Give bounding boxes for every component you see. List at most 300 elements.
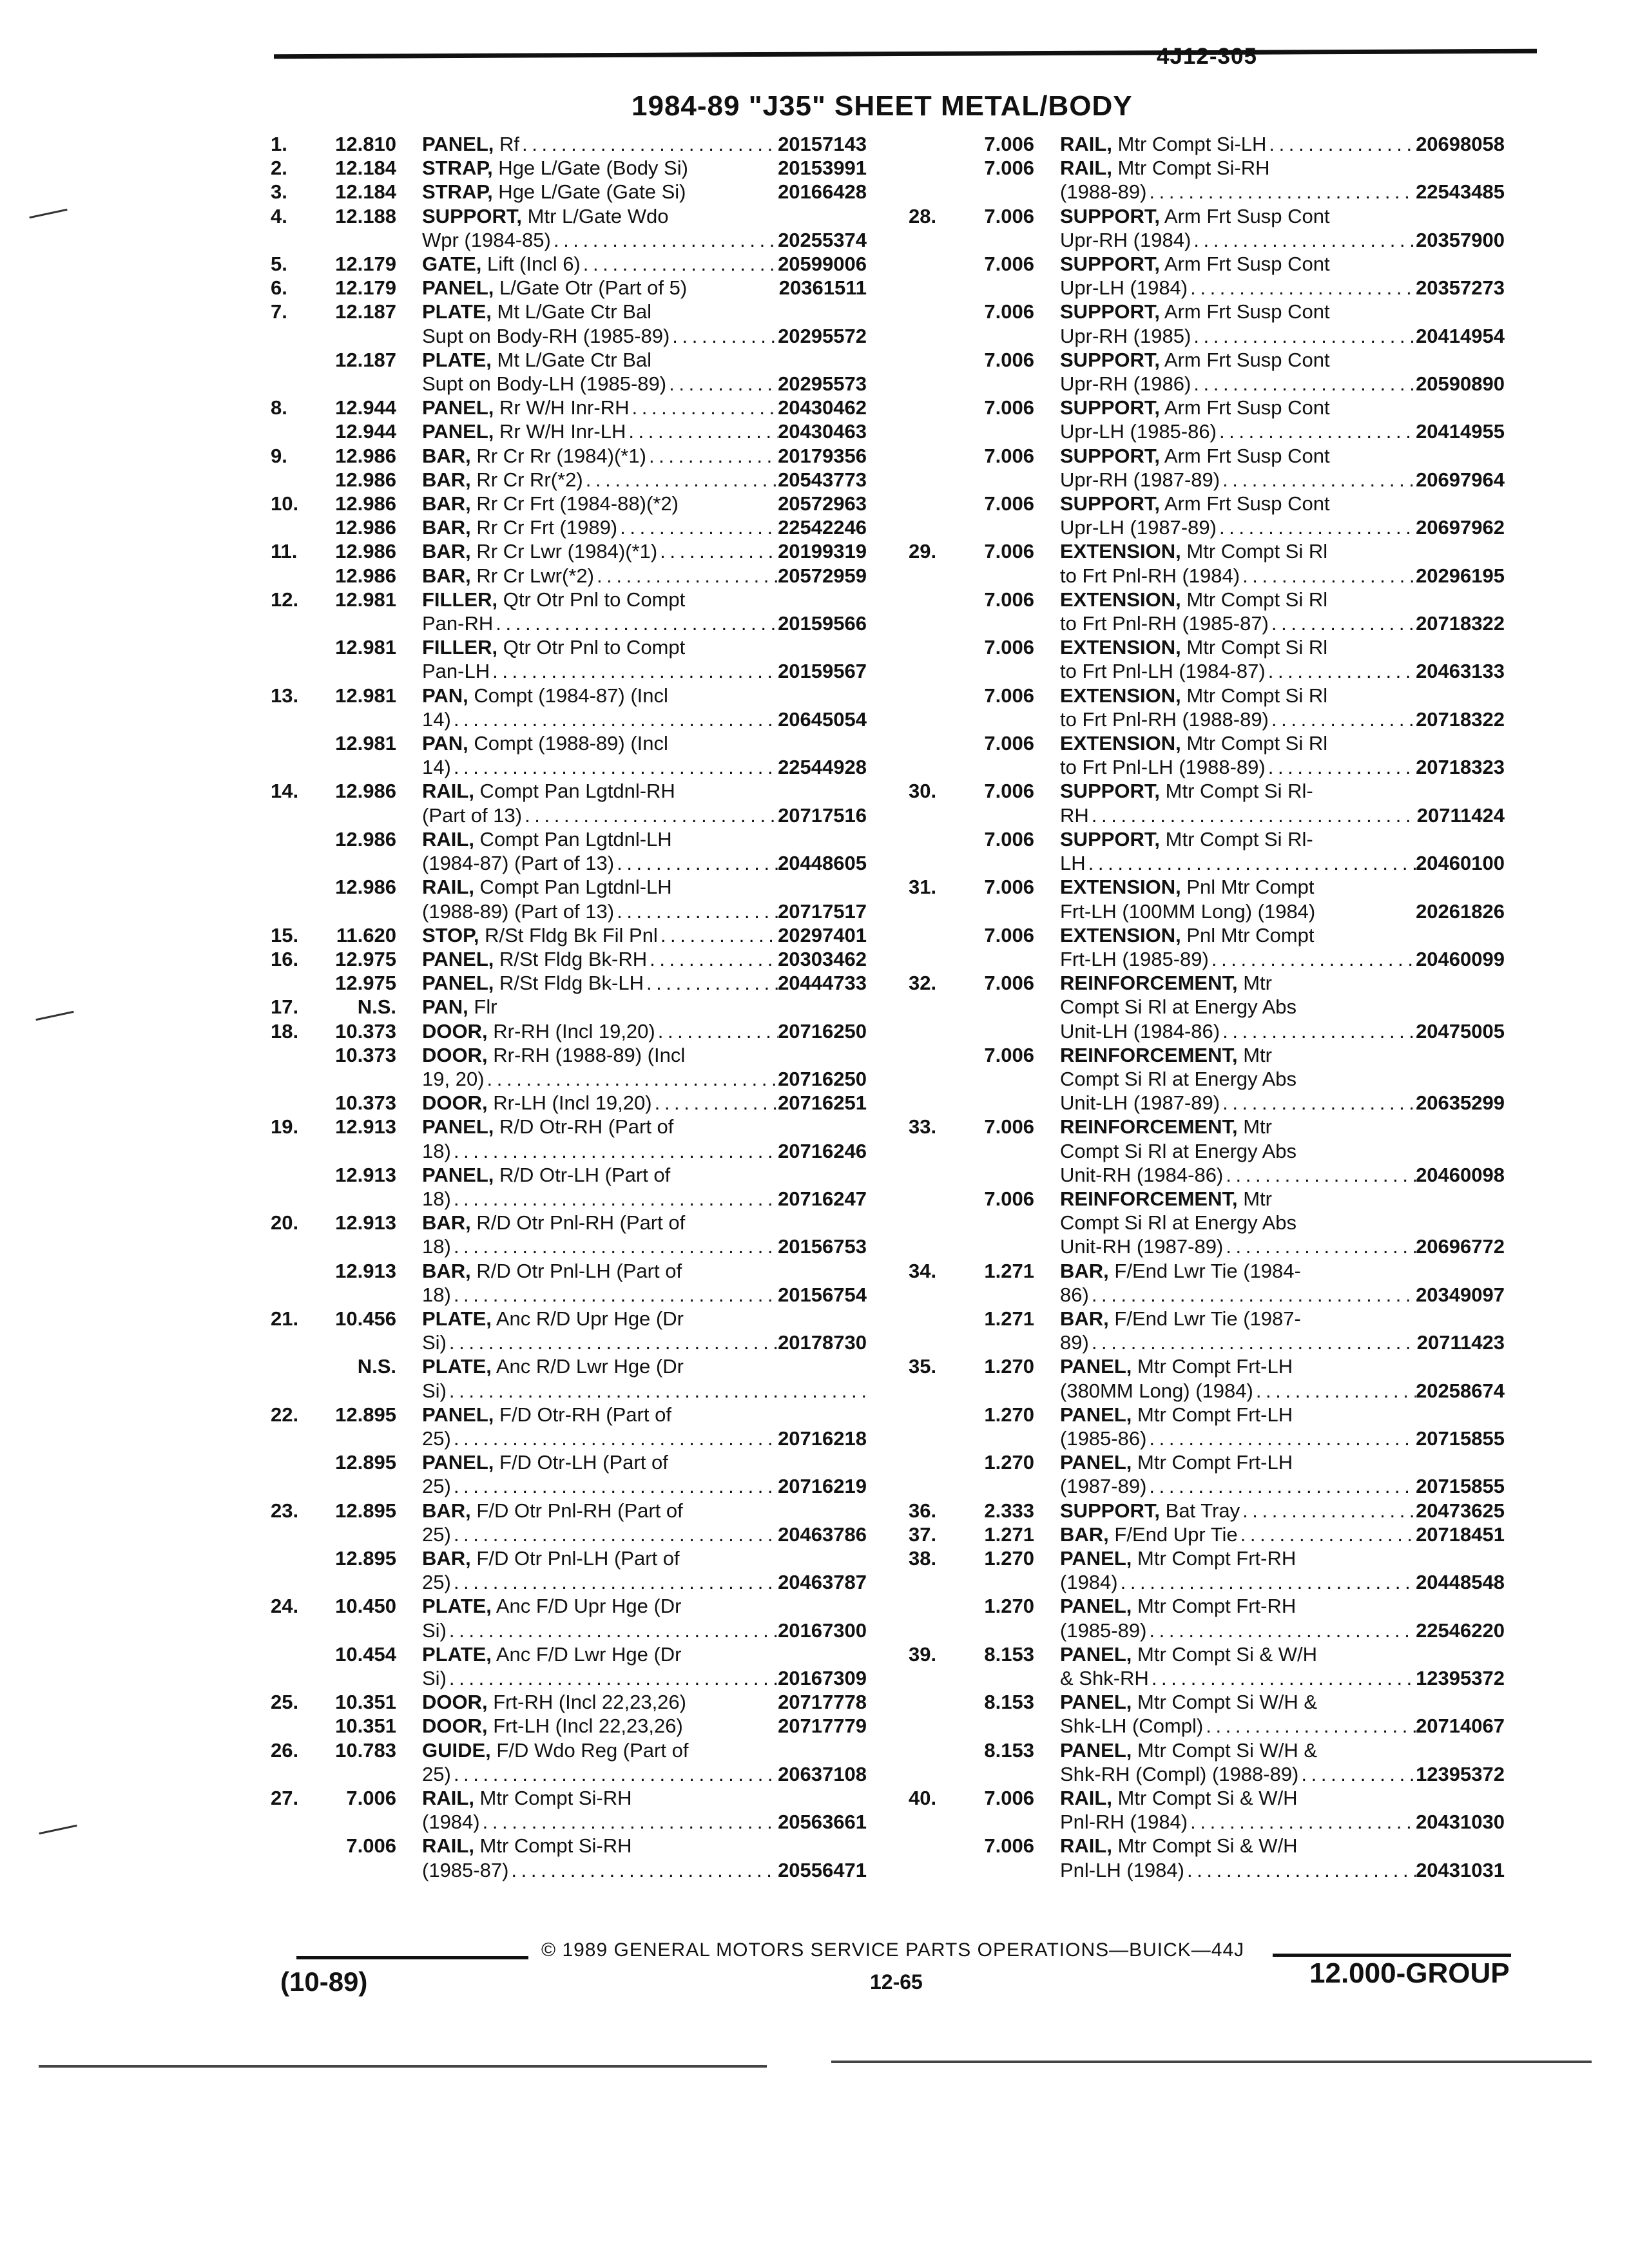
part-name: PANEL, [1060, 1595, 1132, 1618]
description-line [1060, 1235, 1505, 1258]
parts-entry [909, 300, 1617, 347]
part-detail: Wpr (1984-85) [422, 228, 551, 251]
part-name: RAIL, [1060, 133, 1112, 155]
part-detail: & Shk-RH [1060, 1667, 1149, 1689]
parts-entry [271, 419, 979, 443]
parts-entry [271, 1091, 979, 1115]
parts-entry [909, 1642, 1617, 1690]
group-number: 12.981 [335, 636, 396, 659]
group-number: 12.986 [335, 876, 396, 899]
parts-list-left [271, 132, 979, 1882]
ref-number: 6. [271, 276, 287, 300]
description-line [1060, 995, 1505, 1019]
part-detail: Mt L/Gate Ctr Bal [491, 348, 652, 371]
part-number: 20563661 [778, 1811, 867, 1834]
description-line [1060, 659, 1505, 683]
part-detail: Rr W/H Inr-RH [494, 396, 630, 419]
part-number: 20717517 [778, 899, 867, 923]
part-detail: Upr-LH (1987-89) [1060, 516, 1217, 539]
description-line [1060, 899, 1505, 923]
part-detail: Compt Si Rl at Energy Abs [1060, 1139, 1296, 1162]
description-line [1060, 1139, 1505, 1163]
part-description [1060, 300, 1505, 347]
part-detail: 14) [422, 707, 451, 731]
part-description [1060, 1690, 1505, 1738]
part-name: PANEL, [1060, 1355, 1132, 1378]
description-line [422, 1235, 867, 1258]
description-line [422, 492, 867, 515]
dot-leader [1253, 1379, 1416, 1403]
description-line [1060, 1834, 1505, 1858]
part-detail: Anc F/D Upr Hge (Dr [491, 1595, 682, 1618]
part-name: PAN, [422, 732, 468, 755]
description-line [422, 1523, 867, 1546]
description-line [1060, 947, 1505, 971]
part-description [1060, 827, 1505, 875]
parts-entry [271, 1307, 979, 1354]
part-name: BAR, [1060, 1307, 1109, 1330]
part-detail: F/D Otr-RH (Part of [494, 1403, 671, 1426]
description-line [1060, 372, 1505, 396]
ref-number: 4. [271, 204, 287, 227]
part-number: 20572959 [778, 564, 867, 587]
part-name: REINFORCEMENT, [1060, 1115, 1238, 1139]
ref-number: 16. [271, 947, 299, 970]
group-number: 7.006 [984, 1115, 1034, 1139]
parts-entry [909, 588, 1617, 635]
part-description [1060, 1834, 1505, 1881]
part-detail: Hge L/Gate (Body Si) [492, 157, 688, 180]
part-description [422, 1115, 867, 1162]
group-number: 1.270 [984, 1595, 1034, 1618]
part-detail: 25) [422, 1571, 451, 1594]
part-number: 20199319 [778, 540, 867, 563]
description-line [422, 995, 867, 1019]
group-number: 12.188 [335, 204, 396, 227]
part-number: 20261826 [1416, 899, 1505, 923]
group-number: 12.895 [335, 1546, 396, 1570]
ref-number: 23. [271, 1499, 299, 1522]
part-description [1060, 923, 1505, 971]
part-number: 20166428 [778, 180, 867, 204]
part-name: REINFORCEMENT, [1060, 1043, 1238, 1066]
part-detail: Rr-RH (Incl 19,20) [487, 1019, 655, 1043]
parts-entry [909, 1115, 1617, 1187]
part-description [1060, 684, 1505, 731]
part-name: PANEL, [422, 276, 494, 300]
description-line [1060, 276, 1505, 300]
part-detail: Upr-RH (1985) [1060, 324, 1191, 347]
part-description [422, 444, 867, 468]
bottom-rule [39, 2065, 767, 2068]
part-name: PLATE, [422, 1307, 492, 1330]
part-detail: Shk-LH (Compl) [1060, 1715, 1204, 1738]
part-number: 20460099 [1416, 947, 1505, 970]
parts-entry [909, 827, 1617, 875]
group-number: 10.450 [335, 1595, 396, 1618]
part-number: 22544928 [778, 756, 867, 779]
group-number: 7.006 [984, 732, 1034, 755]
part-detail: (Part of 13) [422, 803, 523, 827]
part-description [422, 1043, 867, 1091]
description-line [422, 444, 867, 468]
part-name: SUPPORT, [1060, 827, 1161, 850]
part-number: 20543773 [778, 468, 867, 491]
part-description [422, 1091, 867, 1115]
dot-leader [451, 1762, 778, 1786]
part-name: DOOR, [422, 1715, 488, 1738]
group-number: 7.006 [984, 157, 1034, 180]
description-line [1060, 180, 1505, 204]
group-number: 7.006 [984, 1187, 1034, 1210]
description-line [1060, 1523, 1505, 1546]
part-detail: F/End Upr Tie [1108, 1523, 1238, 1546]
page-code: 4J12-305 [1157, 44, 1257, 69]
part-detail: Mtr Compt Frt-RH [1132, 1595, 1296, 1618]
description-line [422, 468, 867, 492]
description-line [1060, 1450, 1505, 1474]
description-line [422, 684, 867, 707]
group-number: 1.270 [984, 1546, 1034, 1570]
part-description [422, 1642, 867, 1690]
part-description [422, 300, 867, 347]
parts-entry [271, 1043, 979, 1091]
parts-entry [909, 396, 1617, 443]
part-name: EXTENSION, [1060, 588, 1181, 611]
group-number: 12.895 [335, 1403, 396, 1426]
part-detail: Rf [494, 133, 520, 155]
description-line [422, 635, 867, 659]
description-line [422, 875, 867, 899]
part-name: EXTENSION, [1060, 684, 1181, 707]
description-line [1060, 1379, 1505, 1403]
description-line [422, 1834, 867, 1858]
description-line [1060, 779, 1505, 803]
group-number: 7.006 [984, 827, 1034, 850]
part-number: 20179356 [778, 444, 867, 467]
bottom-rule-2 [831, 2061, 1592, 2063]
group-number: 10.783 [335, 1738, 396, 1762]
dot-leader [519, 132, 778, 156]
description-line [1060, 611, 1505, 635]
part-number: 20414954 [1416, 324, 1505, 347]
part-description [1060, 731, 1505, 779]
group-number: 12.895 [335, 1499, 396, 1522]
part-name: SUPPORT, [1060, 1499, 1161, 1522]
parts-entry [271, 492, 979, 515]
part-number: 20716250 [778, 1019, 867, 1043]
parts-entry [271, 1163, 979, 1211]
part-description [422, 827, 867, 875]
group-number: 11.620 [336, 923, 396, 947]
parts-entry [271, 1690, 979, 1714]
part-name: DOOR, [422, 1019, 488, 1043]
spacer [686, 180, 778, 204]
part-number: 20696772 [1416, 1235, 1505, 1258]
dot-leader [480, 1810, 778, 1834]
parts-entry [909, 971, 1617, 1043]
description-line [1060, 1403, 1505, 1427]
part-name: SUPPORT, [1060, 348, 1161, 371]
part-name: RAIL, [422, 780, 474, 803]
ref-number: 5. [271, 253, 287, 276]
description-line [1060, 1163, 1505, 1187]
part-detail: Pan-RH [422, 612, 494, 635]
part-name: BAR, [422, 468, 471, 491]
part-name: BAR, [422, 492, 471, 515]
description-line [1060, 588, 1505, 611]
part-description [1060, 779, 1505, 827]
part-number: 20717516 [778, 803, 867, 827]
description-line [1060, 419, 1505, 443]
part-name: DOOR, [422, 1043, 488, 1066]
parts-entry [271, 1259, 979, 1307]
group-number: 12.179 [335, 253, 396, 276]
dot-leader [629, 396, 778, 419]
part-number: 20414955 [1416, 420, 1505, 443]
group-number: 7.006 [984, 1834, 1034, 1858]
description-line [422, 1810, 867, 1834]
parts-entry [271, 1450, 979, 1498]
description-line [1060, 684, 1505, 707]
part-number: 20159566 [778, 612, 867, 635]
group-number: 10.373 [335, 1043, 396, 1066]
group-number: 7.006 [984, 1043, 1034, 1066]
part-number: 20167300 [778, 1619, 867, 1642]
part-name: RAIL, [422, 1787, 474, 1810]
group-number: 12.944 [335, 420, 396, 443]
part-description [1060, 635, 1505, 683]
parts-list-right [909, 132, 1617, 1882]
parts-entry [271, 1546, 979, 1594]
part-detail: Rr-LH (Incl 19,20) [487, 1091, 652, 1115]
ref-number: 7. [271, 300, 287, 323]
part-name: STRAP, [422, 157, 493, 180]
description-line [1060, 1714, 1505, 1738]
dot-leader [1220, 1091, 1416, 1115]
dot-leader [451, 1474, 778, 1498]
part-number: 20635299 [1416, 1091, 1505, 1115]
part-number: 20590890 [1416, 372, 1505, 396]
part-detail: Rr Cr Rr(*2) [470, 468, 583, 491]
parts-entry [909, 779, 1617, 827]
part-detail: F/End Lwr Tie (1984- [1108, 1259, 1301, 1282]
part-number: 20572963 [778, 492, 867, 515]
group-number: 12.184 [335, 157, 396, 180]
parts-entry [271, 684, 979, 731]
part-name: FILLER, [422, 588, 498, 611]
part-detail: LH [1060, 852, 1086, 875]
parts-entry [271, 1019, 979, 1043]
part-number: 20697964 [1416, 468, 1505, 491]
description-line [422, 276, 867, 300]
ref-number: 20. [271, 1211, 299, 1235]
spacer [1315, 899, 1416, 923]
description-line [1060, 1115, 1505, 1139]
part-detail: Supt on Body-LH (1985-89) [422, 372, 667, 396]
part-detail: Mtr Compt Si Rl [1181, 636, 1328, 659]
parts-entry [909, 731, 1617, 779]
part-detail: Compt Si Rl at Energy Abs [1060, 1067, 1296, 1090]
part-detail: Rr Cr Lwr (1984)(*1) [470, 540, 658, 563]
part-name: EXTENSION, [1060, 876, 1181, 899]
description-line [1060, 635, 1505, 659]
dot-leader [583, 468, 778, 492]
part-detail: Frt-LH (1985-89) [1060, 947, 1209, 970]
description-line [1060, 539, 1505, 563]
group-number: 12.179 [335, 276, 396, 300]
description-line [422, 324, 867, 348]
part-name: GUIDE, [422, 1738, 491, 1762]
description-line [1060, 707, 1505, 731]
group-number: 7.006 [984, 492, 1034, 515]
spacer [679, 492, 778, 515]
dot-leader [447, 1619, 778, 1642]
part-name: SUPPORT, [1060, 396, 1161, 419]
parts-entry [271, 1211, 979, 1258]
description-line [422, 1115, 867, 1139]
description-line [422, 564, 867, 588]
group-number: 7.006 [346, 1787, 396, 1810]
group-number: 12.944 [335, 396, 396, 419]
part-detail: Rr-RH (1988-89) (Incl [487, 1043, 686, 1066]
part-detail: Bat Tray [1160, 1499, 1240, 1522]
part-description [422, 468, 867, 492]
parts-entry [271, 923, 979, 947]
description-line [1060, 1499, 1505, 1523]
dot-leader [451, 1570, 778, 1594]
description-line [422, 1474, 867, 1498]
parts-entry [271, 1834, 979, 1881]
part-description [1060, 1115, 1505, 1187]
group-number: 8.153 [984, 1738, 1034, 1762]
part-name: PLATE, [422, 300, 492, 323]
group-number: 7.006 [984, 1787, 1034, 1810]
description-line [422, 204, 867, 228]
dot-leader [1217, 419, 1416, 443]
part-description [1060, 1546, 1505, 1594]
group-number: 7.006 [984, 972, 1034, 995]
part-detail: Si) [422, 1667, 447, 1689]
description-line [422, 372, 867, 396]
spacer [688, 156, 778, 180]
ref-number: 2. [271, 157, 287, 180]
group-number: 8.153 [984, 1642, 1034, 1666]
dot-leader [451, 1187, 778, 1211]
description-line [422, 132, 867, 156]
description-line [422, 1642, 867, 1666]
description-line [1060, 1619, 1505, 1642]
part-description [422, 684, 867, 731]
parts-entry [909, 1594, 1617, 1642]
part-detail: to Frt Pnl-LH (1984-87) [1060, 660, 1266, 683]
part-description [422, 204, 867, 252]
part-name: DOOR, [422, 1691, 488, 1714]
part-number: 20297401 [778, 923, 867, 947]
part-detail: Upr-RH (1986) [1060, 372, 1191, 396]
part-detail: R/D Otr-RH (Part of [494, 1115, 674, 1139]
description-line [422, 1858, 867, 1882]
part-detail: Arm Frt Susp Cont [1160, 348, 1330, 371]
part-description [422, 1211, 867, 1258]
parts-entry [909, 492, 1617, 539]
description-line [1060, 923, 1505, 947]
part-description [422, 923, 867, 947]
parts-entry [271, 875, 979, 923]
part-number: 20357273 [1416, 276, 1505, 300]
parts-entry [909, 1499, 1617, 1523]
group-number: 7.006 [984, 444, 1034, 467]
part-description [422, 635, 867, 683]
part-number: 20258674 [1416, 1379, 1505, 1402]
part-detail: Mtr Compt Frt-RH [1132, 1546, 1296, 1570]
part-description [1060, 132, 1505, 156]
part-detail: Frt-LH (Incl 22,23,26) [487, 1715, 683, 1738]
dot-leader [447, 1379, 867, 1403]
part-number: 20715855 [1416, 1427, 1505, 1450]
margin-mark [39, 1825, 77, 1834]
part-description [422, 419, 867, 443]
part-name: BAR, [422, 1259, 471, 1282]
part-name: BAR, [1060, 1523, 1109, 1546]
description-line [1060, 875, 1505, 899]
description-line [422, 396, 867, 419]
part-number: 20599006 [778, 253, 867, 276]
group-number: 12.986 [335, 492, 396, 515]
description-line [1060, 204, 1505, 228]
part-number: 20167309 [778, 1667, 867, 1689]
description-line [422, 1354, 867, 1378]
dot-leader [1223, 1235, 1416, 1258]
part-detail: R/D Otr Pnl-RH (Part of [470, 1211, 686, 1235]
part-number: 20431031 [1416, 1858, 1505, 1881]
part-number: 20159567 [778, 660, 867, 683]
ref-number: 34. [909, 1259, 937, 1282]
part-detail: Unit-RH (1987-89) [1060, 1235, 1224, 1258]
part-detail: (1988-89) [1060, 180, 1147, 204]
group-number: 7.006 [984, 684, 1034, 707]
dot-leader [652, 1091, 778, 1115]
part-description [1060, 1259, 1505, 1307]
parts-entry [271, 1786, 979, 1834]
dot-leader [1269, 611, 1416, 635]
parts-entry [271, 1714, 979, 1738]
part-name: BAR, [1060, 1259, 1109, 1282]
part-detail: Mtr Compt Si-LH [1112, 133, 1267, 155]
description-line [1060, 1187, 1505, 1211]
description-line [1060, 1043, 1505, 1067]
description-line [422, 611, 867, 635]
description-line [422, 803, 867, 827]
parts-entry [271, 300, 979, 347]
description-line [1060, 515, 1505, 539]
ref-number: 11. [271, 540, 298, 563]
dot-leader [1238, 1523, 1416, 1546]
part-name: FILLER, [422, 636, 498, 659]
part-description [422, 1403, 867, 1450]
part-number: 20448605 [778, 852, 867, 875]
ref-number: 19. [271, 1115, 299, 1139]
description-line [422, 899, 867, 923]
description-line [422, 851, 867, 875]
ref-number: 35. [909, 1355, 937, 1378]
part-detail: Mtr Compt Si Rl [1181, 684, 1328, 707]
part-detail: Arm Frt Susp Cont [1160, 300, 1330, 323]
ref-number: 30. [909, 780, 937, 803]
part-number: 20717779 [778, 1715, 867, 1738]
part-name: PANEL, [422, 420, 494, 443]
part-detail: Qtr Otr Pnl to Compt [497, 588, 686, 611]
